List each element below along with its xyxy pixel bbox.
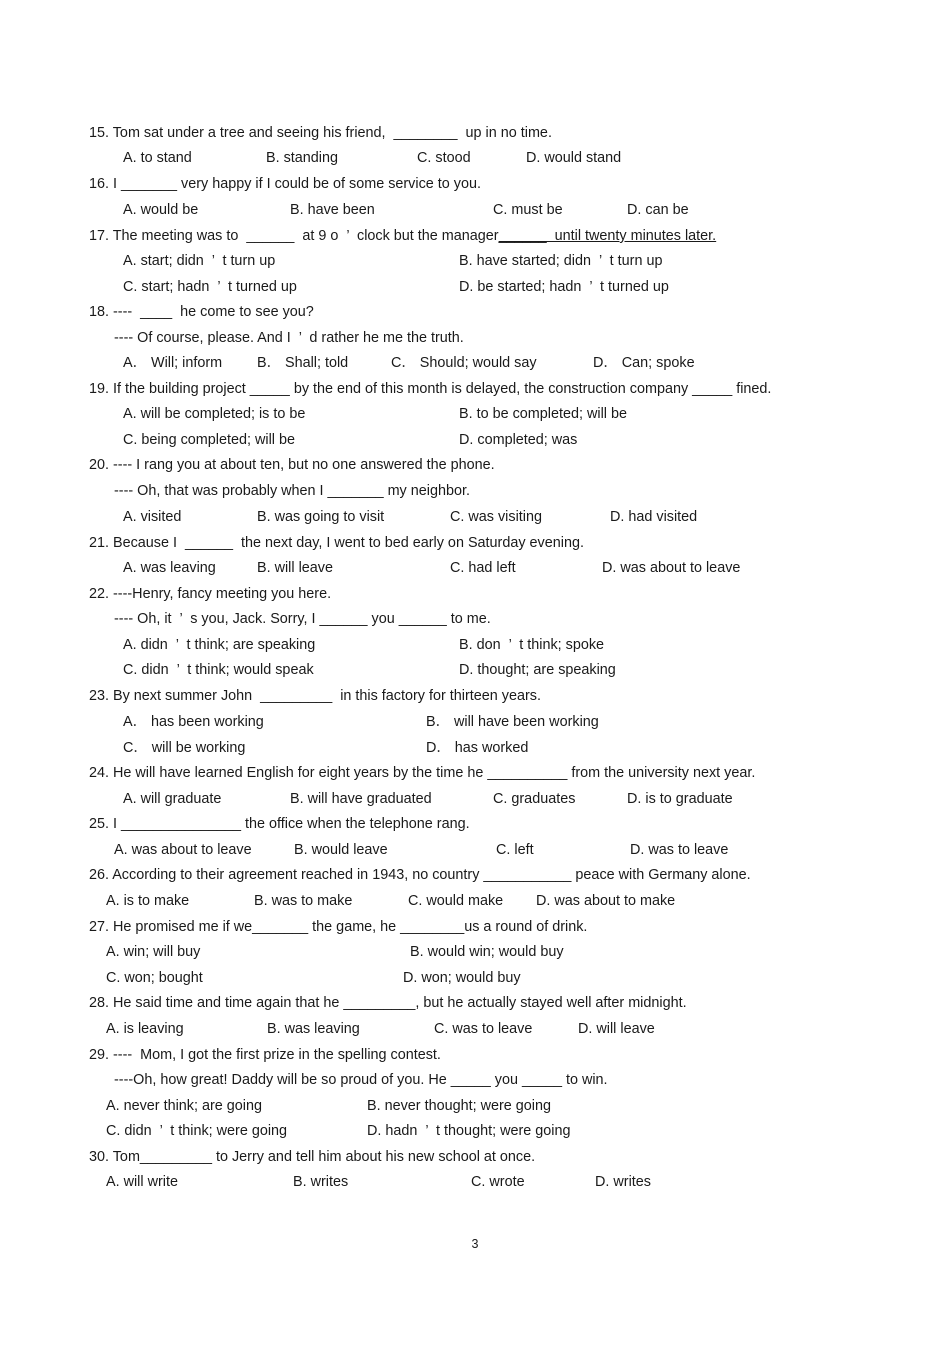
option-a: A. will write	[106, 1174, 178, 1190]
question-23: 23. By next summer John _________ in this factory for thirteen years.	[89, 688, 541, 704]
option-b: B. would win; would buy	[410, 944, 564, 960]
option-b: B. was leaving	[267, 1021, 360, 1037]
option-b: B. was to make	[254, 893, 353, 909]
option-c: C. being completed; will be	[123, 432, 295, 448]
question-18: 18. ---- ____ he come to see you?	[89, 304, 314, 320]
option-a: A. never think; are going	[106, 1098, 262, 1114]
question-24: 24. He will have learned English for eight years by the time he __________ from the university next year.	[89, 765, 756, 781]
option-d: D. was about to make	[536, 893, 676, 909]
question-26: 26. According to their agreement reached in 1943, no country ___________ peace with Germany alone.	[89, 867, 751, 883]
question-22-reply: ---- Oh, it ’ s you, Jack. Sorry, I ______ you ______ to me.	[114, 611, 491, 627]
option-c: C. didn ’ t think; were going	[106, 1123, 288, 1139]
question-25: 25. I _______________ the office when the telephone rang.	[89, 816, 470, 832]
option-c: C. was to leave	[434, 1021, 533, 1037]
question-27: 27. He promised me if we_______ the game, he ________us a round of drink.	[89, 919, 588, 935]
option-c: C． Should; would say	[391, 355, 537, 371]
option-a: A. didn ’ t think; are speaking	[123, 637, 316, 653]
question-15: 15. Tom sat under a tree and seeing his friend, ________ up in no time.	[89, 125, 552, 141]
option-b: B. would leave	[294, 842, 388, 858]
option-c: C. must be	[493, 202, 563, 218]
option-d: D． has worked	[426, 740, 529, 756]
option-c: C. was visiting	[450, 509, 542, 525]
option-b: B． Shall; told	[257, 355, 349, 371]
option-d: D. be started; hadn ’ t turned up	[459, 279, 669, 295]
question-18-reply	[114, 329, 464, 347]
option-b: B. was going to visit	[257, 509, 385, 525]
option-a: A. will graduate	[123, 791, 222, 807]
option-a: A. is leaving	[106, 1021, 184, 1037]
option-b: B. never thought; were going	[367, 1098, 552, 1114]
option-d: D. thought; are speaking	[459, 662, 616, 678]
option-c: C. had left	[450, 560, 516, 576]
question-18-reply-text: ---- Of course, please. And I ’ d rather he	[114, 330, 380, 346]
option-a: A. was leaving	[123, 560, 216, 576]
question-21: 21. Because I ______ the next day, I went to bed early on Saturday evening.	[89, 535, 584, 551]
option-d: D. is to graduate	[627, 791, 733, 807]
question-29: 29. ---- Mom, I got the first prize in the spelling contest.	[89, 1047, 441, 1063]
option-b: B． will have been working	[426, 714, 599, 730]
option-d: D. writes	[595, 1174, 651, 1190]
option-d: D. was to leave	[630, 842, 729, 858]
page-number: 3	[471, 1237, 479, 1251]
option-b: B. standing	[266, 150, 339, 166]
option-b: B. don ’ t think; spoke	[459, 637, 605, 653]
question-30: 30. Tom_________ to Jerry and tell him about his new school at once.	[89, 1149, 536, 1165]
option-a: A. would be	[123, 202, 199, 218]
option-d: D. will leave	[578, 1021, 655, 1037]
option-d: D. won; would buy	[403, 970, 521, 986]
option-d: D. completed; was	[459, 432, 578, 448]
question-19: 19. If the building project _____ by the end of this month is delayed, the construction company _____ fined.	[89, 381, 772, 397]
option-a: A. will be completed; is to be	[123, 406, 306, 422]
option-a: A. to stand	[123, 150, 192, 166]
question-20: 20. ---- I rang you at about ten, but no one answered the phone.	[89, 457, 495, 473]
option-b: B. will leave	[257, 560, 333, 576]
option-c: C. didn ’ t think; would speak	[123, 662, 314, 678]
option-d: D. can be	[627, 202, 689, 218]
question-29-reply: ----Oh, how great! Daddy will be so proud of you. He _____ you _____ to win.	[114, 1072, 608, 1088]
question-17-text: 17. The meeting was to ______ at 9 o ’ clock but the manager	[89, 228, 499, 244]
question-22: 22. ----Henry, fancy meeting you here.	[89, 586, 332, 602]
option-c: C． will be working	[123, 740, 246, 756]
option-b: B. to be completed; will be	[459, 406, 627, 422]
option-c: C. left	[496, 842, 534, 858]
option-a: A. visited	[123, 509, 182, 525]
question-17	[89, 227, 716, 245]
option-b: B. will have graduated	[290, 791, 432, 807]
option-c: C. stood	[417, 150, 471, 166]
option-b: B. writes	[293, 1174, 349, 1190]
option-a: A. start; didn ’ t turn up	[123, 253, 276, 269]
option-c: C. wrote	[471, 1174, 525, 1190]
option-b: B. have been	[290, 202, 375, 218]
option-c: C. won; bought	[106, 970, 203, 986]
option-d: D. hadn ’ t thought; were going	[367, 1123, 571, 1139]
question-17-blank: ______ until twenty minutes later.	[498, 228, 717, 244]
option-c: C. graduates	[493, 791, 576, 807]
option-a: A. win; will buy	[106, 944, 201, 960]
question-20-reply: ---- Oh, that was probably when I _______ my neighbor.	[114, 483, 470, 499]
question-28: 28. He said time and time again that he _________, but he actually stayed well after midnight.	[89, 995, 687, 1011]
option-d: D. was about to leave	[602, 560, 741, 576]
question-16: 16. I _______ very happy if I could be of some service to you.	[89, 176, 481, 192]
option-d: D. would stand	[526, 150, 622, 166]
option-c: C. would make	[408, 893, 504, 909]
option-b: B. have started; didn ’ t turn up	[459, 253, 663, 269]
option-a: A． has been working	[123, 714, 264, 730]
option-a: A． Will; inform	[123, 355, 223, 371]
option-d: D. had visited	[610, 509, 698, 525]
option-a: A. is to make	[106, 893, 190, 909]
option-a: A. was about to leave	[114, 842, 252, 858]
option-c: C. start; hadn ’ t turned up	[123, 279, 297, 295]
question-18-reply-tail: me the truth.	[379, 330, 464, 346]
option-d: D． Can; spoke	[593, 355, 695, 371]
